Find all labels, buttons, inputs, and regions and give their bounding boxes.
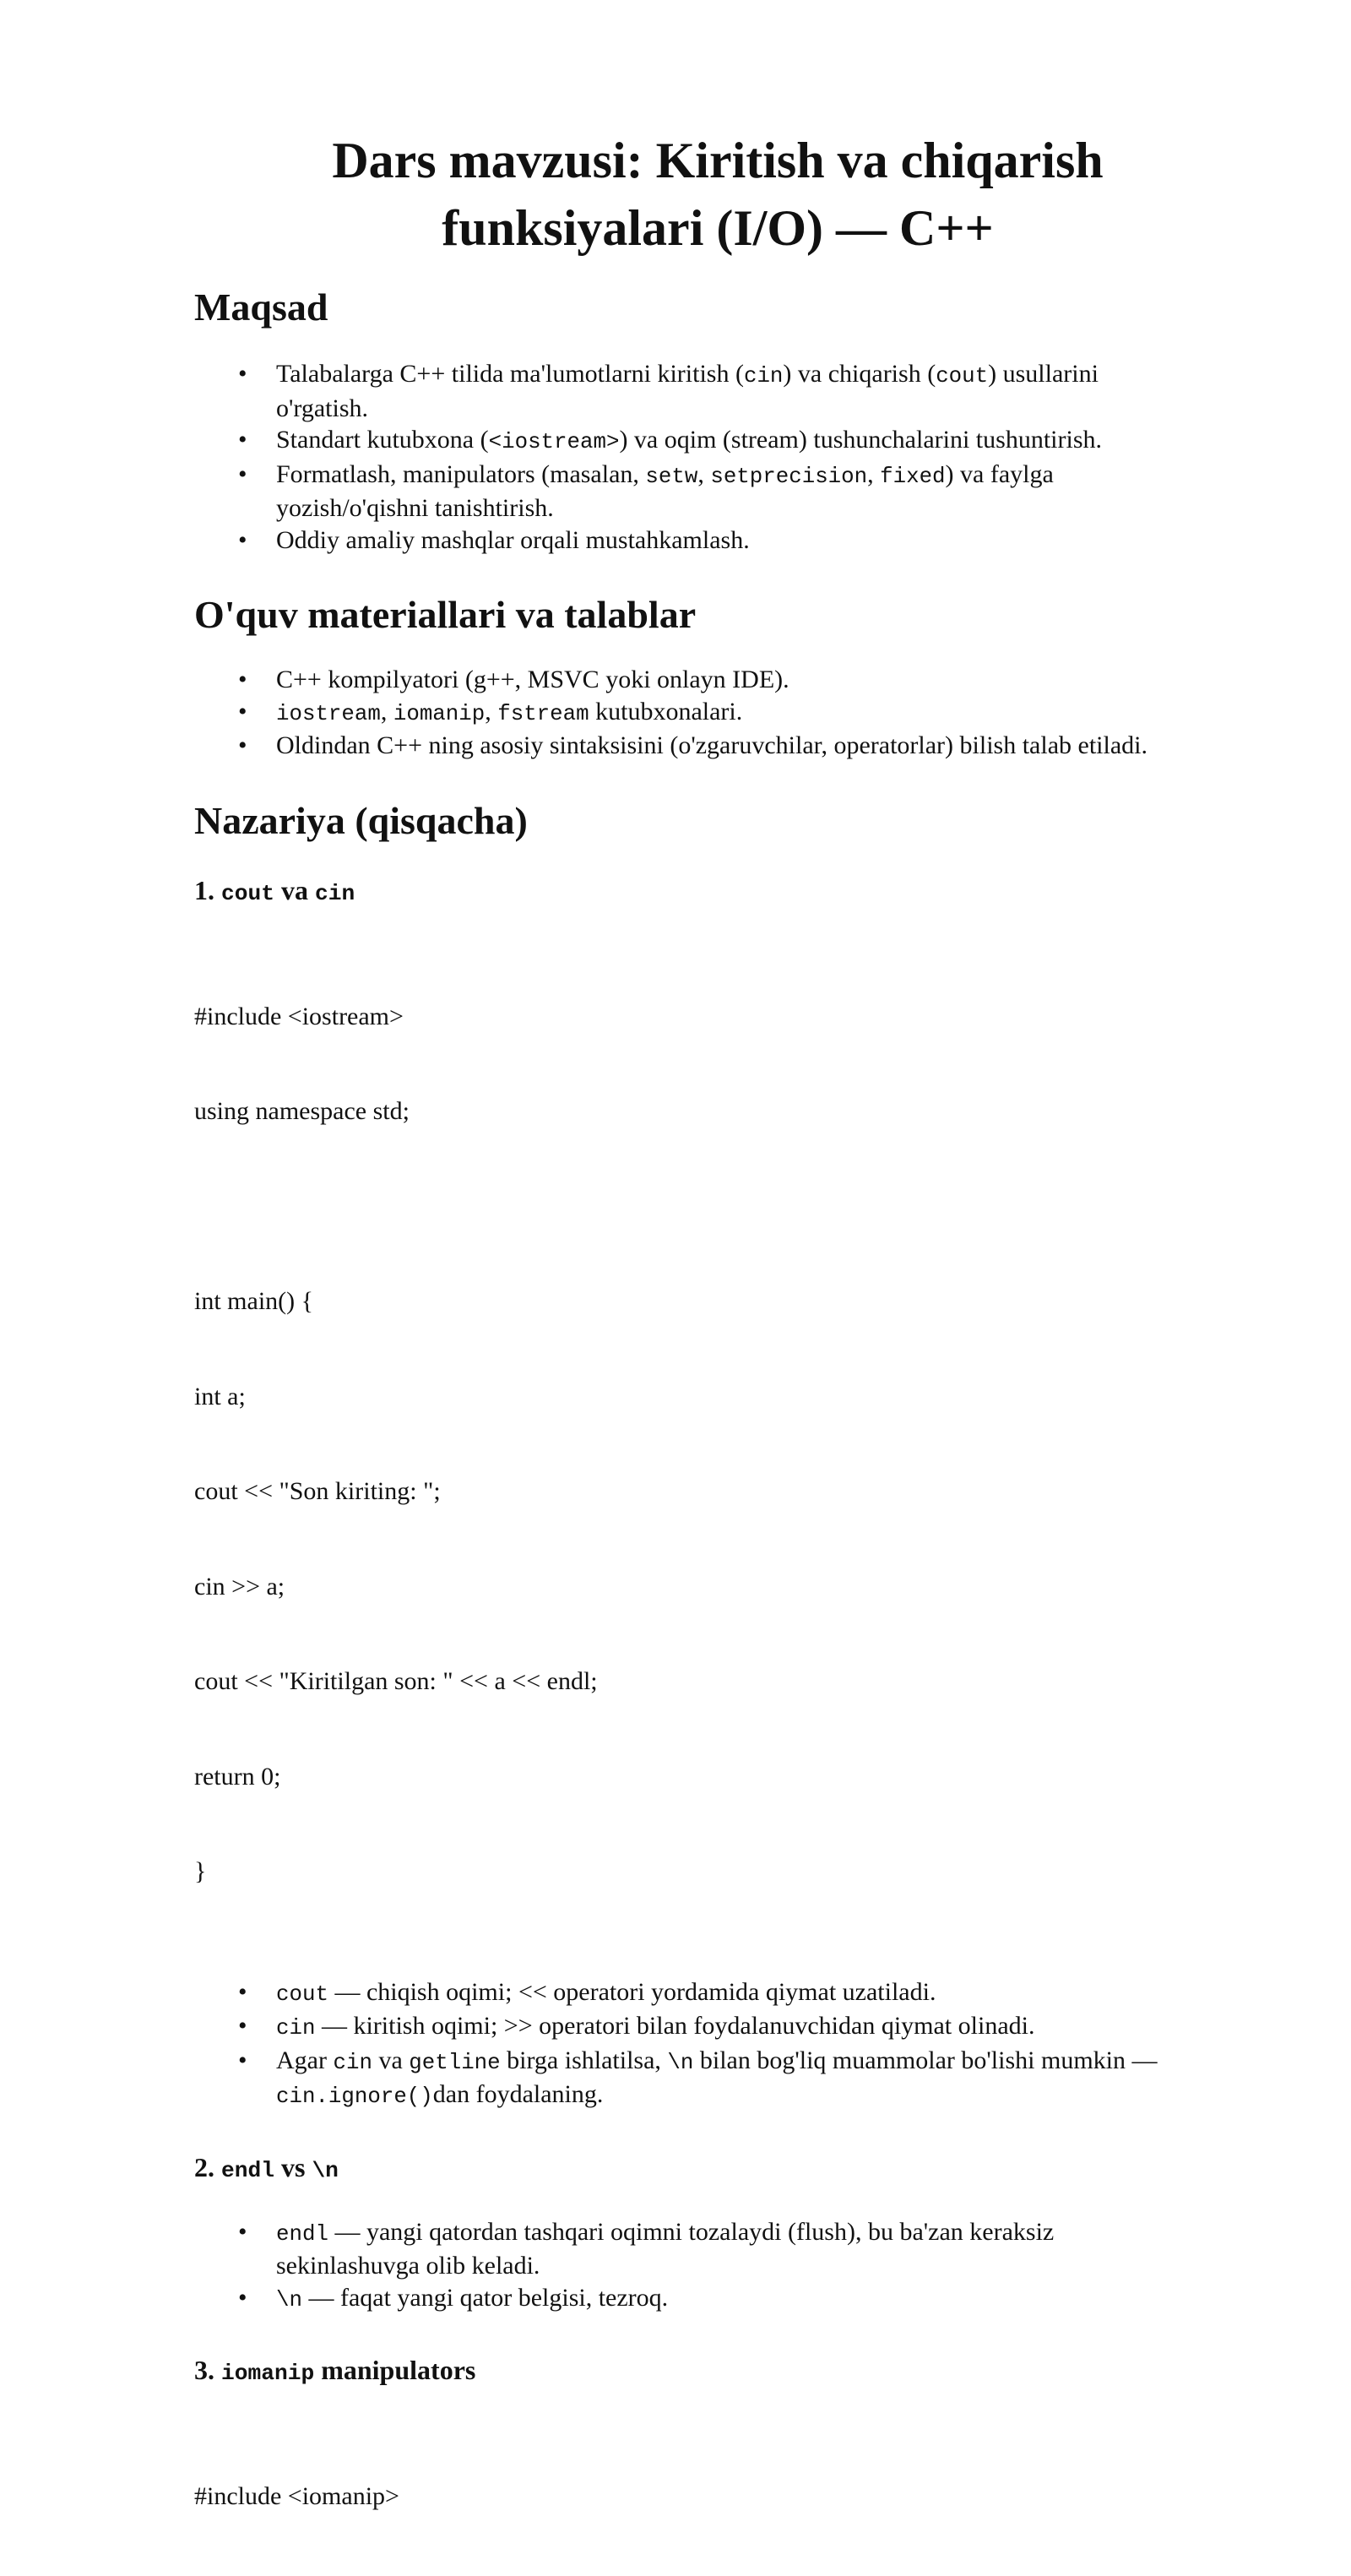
text: Formatlash, manipulators (masalan, <box>276 459 646 488</box>
text: — faqat yangi qator belgisi, tezroq. <box>301 2283 669 2312</box>
document-content <box>194 127 1241 2576</box>
inline-code: cout <box>936 364 989 389</box>
text: C++ kompilyatori (g++, MSVC yoki onlayn IDE). <box>276 666 789 693</box>
list-item <box>276 524 1241 557</box>
code-line: int a; <box>194 1382 246 1410</box>
code-line: #include <iostream> <box>194 1002 404 1030</box>
text: ) usullarini <box>988 360 1099 388</box>
text: ) va faylga <box>945 459 1054 488</box>
text: — yangi qatordan tashqari oqimni tozalaydi (flush), bu ba'zan keraksiz <box>328 2217 1055 2246</box>
list-item <box>276 424 1241 459</box>
inline-code: setprecision <box>710 464 868 489</box>
list-item <box>276 2045 1241 2113</box>
list-item <box>276 1976 1241 2011</box>
maqsad-list <box>194 358 1241 556</box>
inline-code: cin <box>276 2016 316 2041</box>
text: va <box>274 874 315 905</box>
text: o'rgatish. <box>276 394 369 422</box>
inline-code: fstream <box>497 701 589 726</box>
inline-code: cin <box>743 364 784 389</box>
code-line: } <box>194 1857 207 1885</box>
text: vs <box>274 2151 312 2182</box>
cout-cin-list <box>194 1976 1241 2113</box>
inline-code: <iostream> <box>488 430 620 454</box>
code-line-blank <box>194 1191 1241 1223</box>
heading-maqsad: Maqsad <box>194 285 328 329</box>
text: Oldindan C++ ning asosiy sintaksisini (o'zgaruvchilar, operatorlar) bilish talab etiladi. <box>276 731 1148 759</box>
text: dan foydalaning. <box>432 2080 604 2108</box>
inline-code: \n <box>276 2287 302 2312</box>
inline-code: fixed <box>880 464 946 489</box>
text: ) va oqim (stream) tushunchalarini tushuntirish. <box>619 426 1102 454</box>
text: , <box>697 459 711 488</box>
code-block-iostream <box>194 937 1241 1951</box>
code-line: cout << "Kiritilgan son: " << a << endl; <box>194 1667 598 1695</box>
code-block-iomanip <box>194 2417 1241 2576</box>
page-title <box>194 127 1241 262</box>
code-line: using namespace std; <box>194 1097 410 1125</box>
inline-code: \n <box>312 2157 339 2183</box>
inline-code: \n <box>667 2050 694 2075</box>
inline-code: iomanip <box>393 701 486 726</box>
code-line: cout << "Son kiriting: "; <box>194 1477 441 1505</box>
text: va <box>372 2046 410 2074</box>
text: sekinlashuvga olib keladi. <box>276 2252 540 2280</box>
inline-code: cin.ignore() <box>276 2084 433 2109</box>
text: ) va chiqarish ( <box>783 360 936 388</box>
text: — chiqish oqimi; << operatori yordamida qiymat uzatiladi. <box>328 1977 936 2006</box>
text: , <box>485 697 498 726</box>
subheading-endl-vs-newline <box>194 2150 1241 2187</box>
section-number: 1. <box>194 874 221 905</box>
text: , <box>380 697 393 726</box>
text: kutubxonalari. <box>589 697 743 726</box>
endl-list <box>194 2216 1241 2317</box>
inline-code: cout <box>221 880 274 906</box>
inline-code: cout <box>276 1981 328 2007</box>
list-item <box>276 2282 1241 2317</box>
text: manipulators <box>314 2355 476 2385</box>
list-item <box>276 358 1241 424</box>
text: — kiritish oqimi; >> operatori bilan foydalanuvchidan qiymat olinadi. <box>315 2012 1035 2040</box>
list-item <box>276 2216 1241 2282</box>
inline-code: iomanip <box>221 2361 315 2386</box>
inline-code: endl <box>221 2157 274 2183</box>
heading-theory: Nazariya (qisqacha) <box>194 798 528 842</box>
code-line: return 0; <box>194 1762 281 1791</box>
text: birga ishlatilsa, <box>500 2046 668 2074</box>
code-line: int main() { <box>194 1287 314 1315</box>
inline-code: cin <box>314 880 355 906</box>
text: yozish/o'qishni tanishtirish. <box>276 494 554 522</box>
inline-code: getline <box>409 2050 501 2075</box>
code-line: #include <iomanip> <box>194 2482 399 2510</box>
heading-materials: O'quv materiallari va talablar <box>194 593 697 636</box>
section-number: 2. <box>194 2151 221 2182</box>
materials-list <box>194 664 1241 762</box>
inline-code: setw <box>645 464 698 489</box>
title-line-1: Dars mavzusi: Kiritish va chiqarish <box>332 133 1104 188</box>
text: Standart kutubxona ( <box>276 426 489 454</box>
code-line: cin >> a; <box>194 1572 285 1600</box>
inline-code: iostream <box>276 701 381 726</box>
subheading-iomanip <box>194 2353 1241 2390</box>
title-line-2: funksiyalari (I/O) — C++ <box>442 200 994 256</box>
list-item <box>276 664 1241 696</box>
text: Oddiy amaliy mashqlar orqali mustahkamlash. <box>276 525 750 554</box>
inline-code: endl <box>276 2221 328 2247</box>
section-number: 3. <box>194 2355 221 2385</box>
text: Agar <box>276 2046 334 2074</box>
list-item <box>276 459 1241 524</box>
list-item <box>276 730 1241 762</box>
text: , <box>867 459 881 488</box>
subheading-cout-cin <box>194 873 1241 910</box>
list-item <box>276 696 1241 731</box>
inline-code: cin <box>333 2050 372 2075</box>
list-item <box>276 2010 1241 2045</box>
text: Talabalarga C++ tilida ma'lumotlarni kiritish ( <box>276 360 744 388</box>
text: bilan bog'liq muammolar bo'lishi mumkin — <box>693 2046 1158 2074</box>
